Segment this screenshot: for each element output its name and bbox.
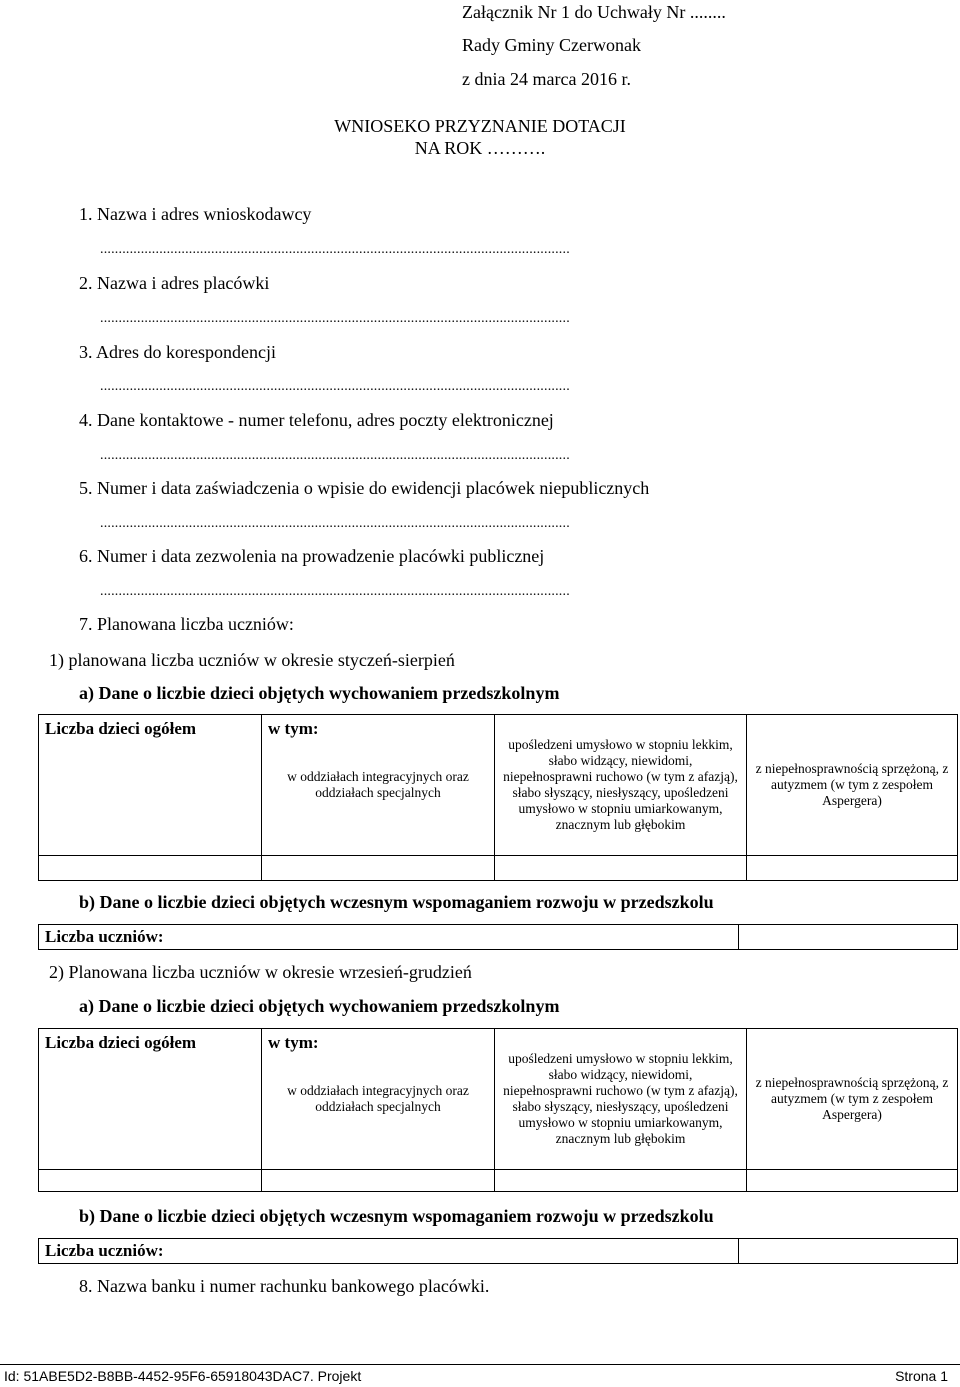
- multiple-disability-value[interactable]: [747, 856, 958, 881]
- item-planned-students: 7. Planowana liczba uczniów:: [79, 614, 294, 634]
- student-count-label: Liczba uczniów:: [39, 925, 739, 950]
- item-applicant: 1. Nazwa i adres wnioskodawcy: [79, 204, 312, 224]
- document-id: Id: 51ABE5D2-B8BB-4452-95F6-65918043DAC7. Projekt: [4, 1368, 362, 1384]
- period-jan-aug: 1) planowana liczba uczniów w okresie styczeń-sierpień: [49, 650, 455, 670]
- document-year: NA ROK ……….: [414, 138, 546, 158]
- multiple-disability-value-2[interactable]: [747, 1170, 958, 1192]
- preschool-table-2: [38, 1028, 958, 1192]
- fill-line-facility[interactable]: ...............................................................................................................................: [100, 311, 570, 326]
- page-number: Strona 1: [895, 1368, 948, 1384]
- item-correspondence: 3. Adres do korespondencji: [79, 342, 276, 362]
- item-contact: 4. Dane kontaktowe - numer telefonu, adres poczty elektronicznej: [79, 410, 554, 430]
- including-label: w tym:: [268, 719, 319, 738]
- including-header-cell-2: [262, 1029, 495, 1170]
- fill-line-contact[interactable]: ...............................................................................................................................: [100, 448, 570, 463]
- fill-line-registry-certificate[interactable]: ...............................................................................................................................: [100, 516, 570, 531]
- item-facility: 2. Nazwa i adres placówki: [79, 273, 270, 293]
- fill-line-correspondence[interactable]: ...............................................................................................................................: [100, 379, 570, 394]
- fill-line-permit[interactable]: ...............................................................................................................................: [100, 584, 570, 599]
- integration-units-header-2: w oddziałach integracyjnych oraz oddziałach specjalnych: [287, 1083, 469, 1114]
- period-sep-dec: 2) Planowana liczba uczniów w okresie wrzesień-grudzień: [49, 962, 472, 982]
- multiple-disability-header: z niepełnosprawnością sprzężoną, z autyzmem (w tym z zespołem Aspergera): [747, 715, 958, 856]
- item-permit: 6. Numer i data zezwolenia na prowadzenie placówki publicznej: [79, 546, 545, 566]
- section-a-title: a) Dane o liczbie dzieci objętych wychowaniem przedszkolnym: [79, 683, 560, 703]
- section-b-title: b) Dane o liczbie dzieci objętych wczesnym wspomaganiem rozwoju w przedszkolu: [79, 892, 714, 912]
- section-b-title-2: b) Dane o liczbie dzieci objętych wczesnym wspomaganiem rozwoju w przedszkolu: [79, 1206, 714, 1226]
- disability-types-header: upośledzeni umysłowo w stopniu lekkim, słabo widzący, niewidomi, niepełnosprawni ruchowo (w tym z afazją), słabo słyszący, niesłyszący, upośledzeni umysłowo w stopniu umiarkowanym, znacznym lub głębokim: [495, 715, 747, 856]
- integration-units-value[interactable]: [262, 856, 495, 881]
- integration-units-header: w oddziałach integracyjnych oraz oddziałach specjalnych: [287, 769, 469, 800]
- document-title: WNIOSEKO PRZYZNANIE DOTACJI: [334, 116, 626, 136]
- section-a-title-2: a) Dane o liczbie dzieci objętych wychowaniem przedszkolnym: [79, 996, 560, 1016]
- total-children-value[interactable]: [39, 856, 262, 881]
- disability-types-value-2[interactable]: [495, 1170, 747, 1192]
- total-children-value-2[interactable]: [39, 1170, 262, 1192]
- multiple-disability-header-2: z niepełnosprawnością sprzężoną, z autyzmem (w tym z zespołem Aspergera): [747, 1029, 958, 1170]
- disability-types-header-2: upośledzeni umysłowo w stopniu lekkim, słabo widzący, niewidomi, niepełnosprawni ruchowo (w tym z afazją), słabo słyszący, niesłyszący, upośledzeni umysłowo w stopniu umiarkowanym, znacznym lub głębokim: [495, 1029, 747, 1170]
- council-name: Rady Gminy Czerwonak: [462, 35, 641, 55]
- item-registry-certificate: 5. Numer i data zaświadczenia o wpisie do ewidencji placówek niepublicznych: [79, 478, 650, 498]
- including-label-2: w tym:: [268, 1033, 319, 1052]
- early-support-table-1: [38, 924, 958, 950]
- total-children-header-2: Liczba dzieci ogółem: [39, 1029, 262, 1170]
- attachment-header: Załącznik Nr 1 do Uchwały Nr ........: [462, 2, 726, 22]
- fill-line-applicant[interactable]: ...............................................................................................................................: [100, 242, 570, 257]
- student-count-value-2[interactable]: [739, 1239, 958, 1264]
- item-bank-account: 8. Nazwa banku i numer rachunku bankowego placówki.: [79, 1276, 490, 1296]
- student-count-value[interactable]: [739, 925, 958, 950]
- student-count-label-2: Liczba uczniów:: [39, 1239, 739, 1264]
- integration-units-value-2[interactable]: [262, 1170, 495, 1192]
- footer-divider: [0, 1364, 960, 1365]
- total-children-header: Liczba dzieci ogółem: [39, 715, 262, 856]
- preschool-table-1: [38, 714, 958, 881]
- disability-types-value[interactable]: [495, 856, 747, 881]
- resolution-date: z dnia 24 marca 2016 r.: [462, 69, 631, 89]
- including-header-cell: [262, 715, 495, 856]
- early-support-table-2: [38, 1238, 958, 1264]
